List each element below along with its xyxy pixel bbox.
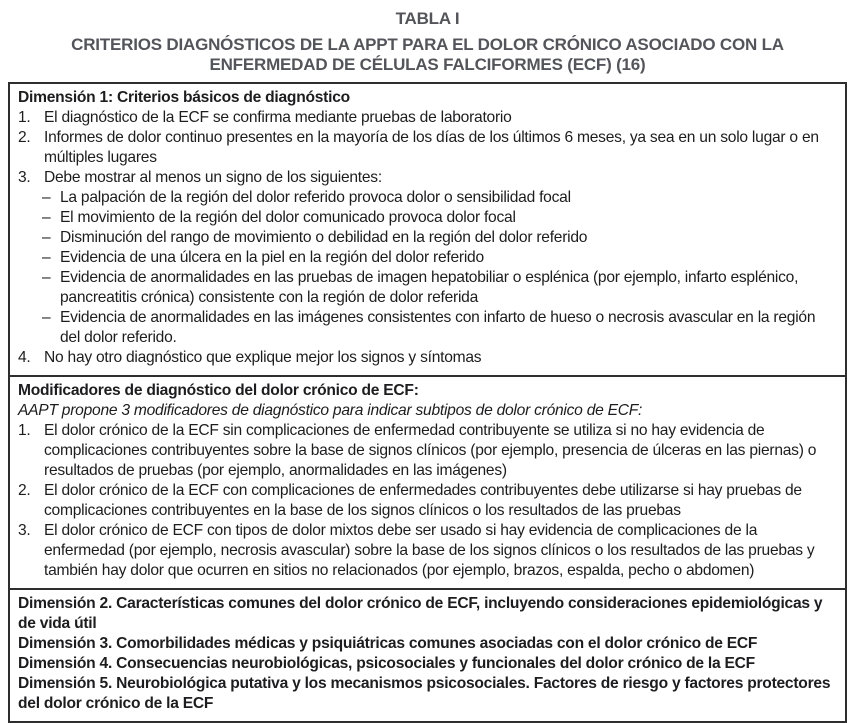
section-heading-dimension-1: Dimensión 1: Criterios básicos de diagnóstico xyxy=(18,89,350,106)
criterion-item xyxy=(18,128,837,168)
section-dimensions-2-5 xyxy=(10,588,845,721)
dash-marker: – xyxy=(42,229,51,246)
subitem-text: El movimiento de la región del dolor comunicado provoca dolor focal xyxy=(60,209,516,226)
dimension-2-heading: Dimensión 2. Características comunes del dolor crónico de ECF, incluyendo consideraciones epidemiológicas y de vida útil xyxy=(18,595,823,632)
item-number: 1. xyxy=(18,109,31,126)
table-title xyxy=(0,9,855,75)
item-number: 2. xyxy=(18,482,31,499)
dash-marker: – xyxy=(42,209,51,226)
sign-subitem xyxy=(42,308,837,348)
modifier-item xyxy=(18,521,837,581)
criterion-item xyxy=(18,168,837,188)
item-number: 4. xyxy=(18,349,31,366)
sign-subitem xyxy=(42,228,837,248)
item-text: El dolor crónico de la ECF con complicaciones de enfermedades contribuyentes debe utilizarse si hay pruebas de complicaciones contribuyentes en la base de los signos clínicos o los resultados de las pruebas xyxy=(44,482,802,519)
section-dimension-1 xyxy=(10,84,845,375)
item-text: El dolor crónico de la ECF sin complicaciones de enfermedad contribuyente se utiliza si no hay evidencia de complicaciones contribuyentes sobre la base de signos clínicos (por ejemplo, presencia de úlceras en las piernas) o resultados de pruebas (por ejemplo, anormalidades en las imágenes) xyxy=(44,422,817,479)
modifiers-heading: Modificadores de diagnóstico del dolor crónico de ECF: xyxy=(18,382,419,399)
table-caption: CRITERIOS DIAGNÓSTICOS DE LA APPT PARA EL DOLOR CRÓNICO ASOCIADO CON LA ENFERMEDAD DE CÉLULAS FALCIFORMES (ECF) (16) xyxy=(71,35,784,74)
item-text: Debe mostrar al menos un signo de los siguientes: xyxy=(44,169,382,186)
subitem-text: Disminución del rango de movimiento o debilidad en la región del dolor referido xyxy=(60,229,588,246)
item-text: El dolor crónico de ECF con tipos de dolor mixtos debe ser usado si hay evidencia de complicaciones de la enfermedad (por ejemplo, necrosis avascular) sobre la base de los signos clínicos o los resultados de las pruebas y también hay dolor que ocurren en sitios no relacionados (por ejemplo, brazos, espalda, pecho o abdomen) xyxy=(44,522,815,579)
sign-subitem xyxy=(42,268,837,308)
dimension-4-heading: Dimensión 4. Consecuencias neurobiológicas, psicosociales y funcionales del dolor crónico de la ECF xyxy=(18,655,755,672)
dash-marker: – xyxy=(42,189,51,206)
modifier-item xyxy=(18,481,837,521)
item-number: 3. xyxy=(18,169,31,186)
signs-sublist xyxy=(42,188,837,348)
table-number: TABLA I xyxy=(395,9,460,28)
sign-subitem xyxy=(42,188,837,208)
sign-subitem xyxy=(42,208,837,228)
section-modifiers xyxy=(10,375,845,588)
dimension-3-heading: Dimensión 3. Comorbilidades médicas y psiquiátricas comunes asociadas con el dolor crónico de ECF xyxy=(18,635,758,652)
modifiers-note: AAPT propone 3 modificadores de diagnóstico para indicar subtipos de dolor crónico de ECF: xyxy=(18,402,643,419)
item-text: No hay otro diagnóstico que explique mejor los signos y síntomas xyxy=(44,349,482,366)
subitem-text: Evidencia de anormalidades en las pruebas de imagen hepatobiliar o esplénica (por ejemplo, infarto esplénico, pancreatitis crónica) consistente con la región de dolor referida xyxy=(60,269,799,306)
criteria-table xyxy=(8,82,847,723)
item-number: 3. xyxy=(18,522,31,539)
sign-subitem xyxy=(42,248,837,268)
subitem-text: Evidencia de anormalidades en las imágenes consistentes con infarto de hueso o necrosis avascular en la región del dolor referido. xyxy=(60,309,816,346)
item-number: 2. xyxy=(18,129,31,146)
item-text: Informes de dolor continuo presentes en la mayoría de los días de los últimos 6 meses, ya sea en un solo lugar o en múltiples lugares xyxy=(44,129,819,166)
dash-marker: – xyxy=(42,269,51,286)
subitem-text: La palpación de la región del dolor referido provoca dolor o sensibilidad focal xyxy=(60,189,571,206)
modifier-item xyxy=(18,421,837,481)
dash-marker: – xyxy=(42,249,51,266)
item-text: El diagnóstico de la ECF se confirma mediante pruebas de laboratorio xyxy=(44,109,512,126)
dash-marker: – xyxy=(42,309,51,326)
subitem-text: Evidencia de una úlcera en la piel en la región del dolor referido xyxy=(60,249,484,266)
item-number: 1. xyxy=(18,422,31,439)
criterion-item xyxy=(18,348,837,368)
criterion-item xyxy=(18,108,837,128)
dimension-5-heading: Dimensión 5. Neurobiológica putativa y los mecanismos psicosociales. Factores de riesgo y factores protectores del dolor crónico de la ECF xyxy=(18,675,831,712)
